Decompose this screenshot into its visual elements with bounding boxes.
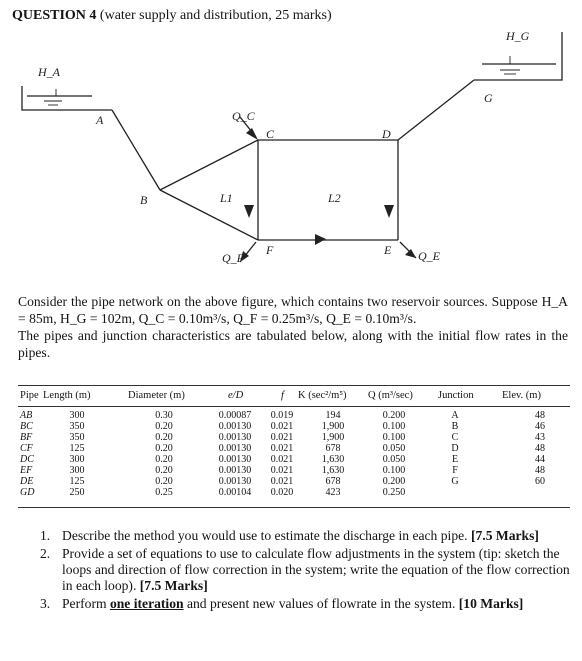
header-junction: Junction <box>438 390 474 401</box>
cell-roughness: 0.00130 <box>218 476 252 487</box>
cell-roughness: 0.00087 <box>218 410 252 421</box>
cell-diameter: 0.20 <box>155 421 173 432</box>
question-item-text: Describe the method you would use to estimate the discharge in each pipe. <box>62 528 471 543</box>
cell-q: 0.200 <box>382 476 406 487</box>
question-item-1 <box>40 528 570 544</box>
cell-diameter: 0.25 <box>155 487 173 498</box>
table-row <box>18 466 570 476</box>
label-junction-b: B <box>140 193 148 207</box>
cell-diameter: 0.20 <box>155 432 173 443</box>
question-item-number: 1. <box>40 528 51 543</box>
cell-elevation: 48 <box>535 465 545 476</box>
pipe-bc <box>160 140 258 190</box>
header-pipe: Pipe <box>20 390 39 401</box>
cell-roughness: 0.00130 <box>218 432 252 443</box>
cell-elevation: 46 <box>535 421 545 432</box>
question-topic: (water supply and distribution, 25 marks) <box>96 8 332 23</box>
cell-length: 300 <box>69 410 85 421</box>
label-junction-d: D <box>382 127 391 141</box>
flow-arrow-ef <box>315 234 326 245</box>
cell-friction: 0.019 <box>270 410 294 421</box>
pipe-network-diagram <box>0 0 582 290</box>
cell-q: 0.050 <box>382 443 406 454</box>
cell-friction: 0.021 <box>270 465 294 476</box>
cell-diameter: 0.20 <box>155 476 173 487</box>
cell-length: 350 <box>69 432 85 443</box>
cell-q: 0.050 <box>382 454 406 465</box>
cell-pipe: DE <box>20 476 34 487</box>
cell-roughness: 0.00130 <box>218 454 252 465</box>
question-item-marks: [7.5 Marks] <box>139 578 208 593</box>
cell-length: 250 <box>69 487 85 498</box>
cell-diameter: 0.30 <box>155 410 173 421</box>
cell-q: 0.200 <box>382 410 406 421</box>
table-row <box>18 444 570 454</box>
cell-roughness: 0.00130 <box>218 465 252 476</box>
cell-roughness: 0.00104 <box>218 487 252 498</box>
question-item-3 <box>40 596 570 612</box>
cell-k: 1,630 <box>321 454 345 465</box>
cell-k: 678 <box>325 476 341 487</box>
cell-pipe: BC <box>20 421 33 432</box>
table-row <box>18 411 570 421</box>
label-hg: H_G <box>506 29 530 43</box>
cell-q: 0.100 <box>382 432 406 443</box>
label-qc: Q_C <box>232 109 255 123</box>
cell-elevation: 48 <box>535 443 545 454</box>
table-row <box>18 455 570 465</box>
question-list <box>40 528 570 614</box>
question-item-2 <box>40 546 570 594</box>
cell-diameter: 0.20 <box>155 443 173 454</box>
cell-junction: A <box>451 410 459 421</box>
question-item-text-after: and present new values of flowrate in the system. <box>183 596 459 611</box>
cell-length: 125 <box>69 476 85 487</box>
question-item-marks: [10 Marks] <box>458 596 524 611</box>
table-row <box>18 477 570 487</box>
label-loop-2: L2 <box>328 191 341 205</box>
cell-k: 1,900 <box>321 421 345 432</box>
table-row <box>18 488 570 498</box>
cell-junction: D <box>451 443 459 454</box>
reservoir-a-outline <box>22 86 112 110</box>
cell-friction: 0.021 <box>270 421 294 432</box>
cell-friction: 0.020 <box>270 487 294 498</box>
problem-statement: Consider the pipe network on the above figure, which contains two reservoir sources. Suppose H_A = 85m, H_G = 102m, Q_C = 0.10m³/s, Q_F = 0.25m³/s, Q_E = 0.10m³/s. <box>18 294 568 326</box>
cell-k: 1,630 <box>321 465 345 476</box>
label-ha: H_A <box>38 65 60 79</box>
header-friction: f <box>281 390 284 401</box>
cell-friction: 0.021 <box>270 443 294 454</box>
cell-length: 125 <box>69 443 85 454</box>
cell-pipe: DC <box>20 454 34 465</box>
label-qf: Q_F <box>222 251 244 265</box>
cell-elevation: 44 <box>535 454 545 465</box>
table-row <box>18 422 570 432</box>
question-item-text-before: Perform <box>62 596 110 611</box>
cell-elevation: 60 <box>535 476 545 487</box>
cell-junction: C <box>451 432 459 443</box>
cell-pipe: BF <box>20 432 33 443</box>
cell-junction: E <box>451 454 459 465</box>
table-row <box>18 433 570 443</box>
label-junction-a: A <box>96 113 104 127</box>
cell-q: 0.100 <box>382 465 406 476</box>
cell-k: 423 <box>325 487 341 498</box>
header-roughness: e/D <box>228 390 244 401</box>
label-junction-c: C <box>266 127 275 141</box>
cell-junction: B <box>451 421 459 432</box>
table-intro: The pipes and junction characteristics are tabulated below, along with the initial flow rates in the pipes. <box>18 328 568 360</box>
pipe-bf <box>160 190 258 240</box>
question-item-text: Provide a set of equations to use to calculate flow adjustments in the system (tip: sketch the loops and direction of flow correction in the system; write the equation of the flow correction in each loop). <box>62 546 570 593</box>
cell-pipe: CF <box>20 443 33 454</box>
cell-q: 0.100 <box>382 421 406 432</box>
cell-length: 350 <box>69 421 85 432</box>
cell-length: 300 <box>69 454 85 465</box>
flow-arrow-de <box>384 205 394 218</box>
cell-k: 678 <box>325 443 341 454</box>
question-item-emphasis: one iteration <box>109 596 184 611</box>
cell-diameter: 0.20 <box>155 454 173 465</box>
cell-roughness: 0.00130 <box>218 421 252 432</box>
cell-k: 194 <box>325 410 341 421</box>
header-elevation: Elev. (m) <box>502 390 541 401</box>
pipe-gd <box>398 80 474 140</box>
question-item-number: 2. <box>40 546 51 561</box>
cell-length: 300 <box>69 465 85 476</box>
cell-junction: F <box>452 465 458 476</box>
demand-arrowhead-e <box>405 249 416 258</box>
header-length: Length (m) <box>43 390 91 401</box>
cell-pipe: EF <box>20 465 33 476</box>
header-k: K (sec²/m⁵) <box>298 390 347 401</box>
pipe-data-table <box>18 385 570 525</box>
question-number: QUESTION 4 <box>12 8 97 23</box>
cell-pipe: GD <box>20 487 35 498</box>
cell-friction: 0.021 <box>270 454 294 465</box>
table-bottom-rule <box>18 507 570 508</box>
cell-k: 1,900 <box>321 432 345 443</box>
cell-pipe: AB <box>20 410 33 421</box>
label-junction-f: F <box>266 243 274 257</box>
question-item-marks: [7.5 Marks] <box>470 528 539 543</box>
label-qe: Q_E <box>418 249 440 263</box>
cell-diameter: 0.20 <box>155 465 173 476</box>
question-item-number: 3. <box>40 596 51 611</box>
label-junction-e: E <box>384 243 392 257</box>
label-junction-g: G <box>484 91 493 105</box>
cell-roughness: 0.00130 <box>218 443 252 454</box>
cell-q: 0.250 <box>382 487 406 498</box>
header-q: Q (m³/sec) <box>368 390 413 401</box>
cell-friction: 0.021 <box>270 476 294 487</box>
cell-elevation: 43 <box>535 432 545 443</box>
table-header <box>18 385 570 407</box>
label-loop-1: L1 <box>220 191 233 205</box>
flow-arrow-cf <box>244 205 254 218</box>
cell-junction: G <box>451 476 459 487</box>
cell-elevation: 48 <box>535 410 545 421</box>
header-diameter: Diameter (m) <box>128 390 185 401</box>
cell-friction: 0.021 <box>270 432 294 443</box>
pipe-ab <box>112 110 160 190</box>
demand-arrowhead-c <box>246 128 258 140</box>
